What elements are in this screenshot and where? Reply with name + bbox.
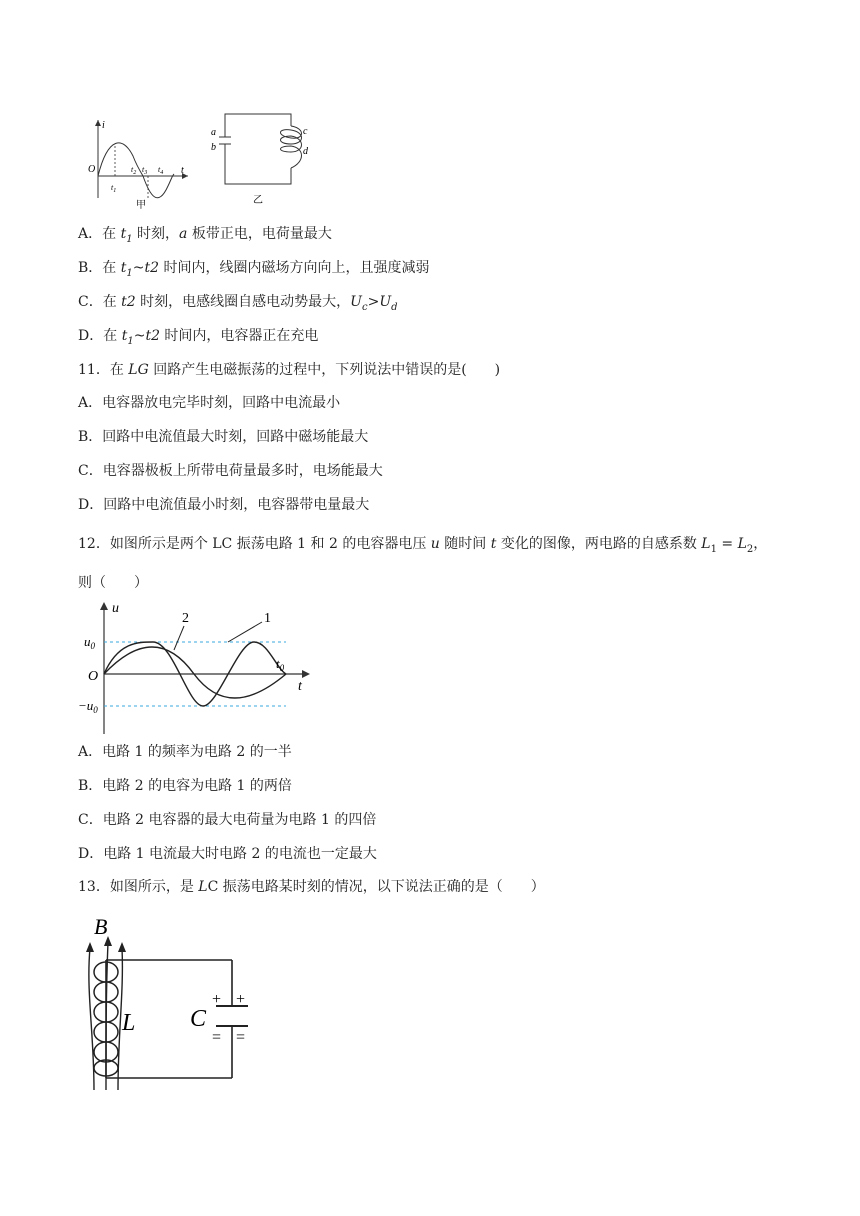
q11-option-b[interactable]: B．回路中电流值最大时刻，回路中磁场能最大 [78,429,369,445]
curve-label-1: 1 [264,611,271,626]
label-d: d [303,146,308,157]
q10-option-a[interactable]: A．在 $t_1$ 时刻，a 板带正电，电荷量最大 [78,226,332,245]
graph-axis-t: t [298,679,302,694]
q11-option-d[interactable]: D．回路中电流值最小时刻，电容器带电量最大 [78,497,370,513]
graph-u0: $u_0$ [84,634,95,651]
label-a: a [211,127,216,138]
tick-t3: $t_3$ [142,165,148,176]
graph-axis-u: u [112,601,119,616]
q12-stem: 12．如图所示是两个 LC 振荡电路 1 和 2 的电容器电压 u 随时间 t 变化的图像，两电路的自感系数 $L_1 = L_2$， [78,536,768,555]
tick-t1: $t_1$ [111,183,117,194]
label-C: C [190,1006,207,1032]
q12-graph [78,598,318,738]
label-b: b [211,142,216,153]
q12-stem-line2: 则（ ） [78,575,148,591]
q12-option-b[interactable]: B．电路 2 的电容为电路 1 的两倍 [78,778,292,794]
figure-yi [205,110,315,210]
q12-option-a[interactable]: A．电路 1 的频率为电路 2 的一半 [78,744,292,760]
label-B: B [94,914,108,939]
origin-label: O [88,164,96,175]
q10-option-b[interactable]: B．在 $t_1\sim t2$ 时间内，线圈内磁场方向向上，且强度减弱 [78,260,430,279]
graph-neg-u0: $-u_0$ [78,698,98,715]
minus-left: = [212,1029,222,1046]
curve-label-2: 2 [182,611,189,626]
minus-right: = [236,1029,246,1046]
figure-jia [78,116,198,212]
label-L: L [122,1010,136,1036]
caption-yi: 乙 [253,195,263,206]
axis-t-label: t [181,165,184,176]
graph-origin: O [88,669,99,684]
axis-i-label: i [102,120,105,131]
graph-t0: $t_0$ [276,656,285,673]
label-c: c [303,126,308,137]
q11-stem: 11．在 LG 回路产生电磁振荡的过程中，下列说法中错误的是( ) [78,362,501,378]
caption-jia: 甲 [136,200,146,211]
q11-option-a[interactable]: A．电容器放电完毕时刻，回路中电流最小 [78,395,341,411]
q13-stem: 13．如图所示，是 LC 振荡电路某时刻的情况，以下说法正确的是（ ） [78,879,545,895]
q10-option-d[interactable]: D．在 $t_1\sim t2$ 时间内，电容器正在充电 [78,328,319,347]
q12-option-c[interactable]: C．电路 2 电容器的最大电荷量为电路 1 的四倍 [78,812,377,828]
q13-lc-circuit [76,912,256,1092]
tick-t4: $t_4$ [158,165,164,176]
q12-option-d[interactable]: D．电路 1 电流最大时电路 2 的电流也一定最大 [78,846,377,862]
plus-left: + [212,991,222,1008]
tick-t2: $t_2$ [131,165,137,176]
q10-option-c[interactable]: C．在 t2 时刻，电感线圈自感电动势最大，$U_c>U_d$ [78,294,398,313]
plus-right: + [236,991,246,1008]
q11-option-c[interactable]: C．电容器极板上所带电荷量最多时，电场能最大 [78,463,383,479]
